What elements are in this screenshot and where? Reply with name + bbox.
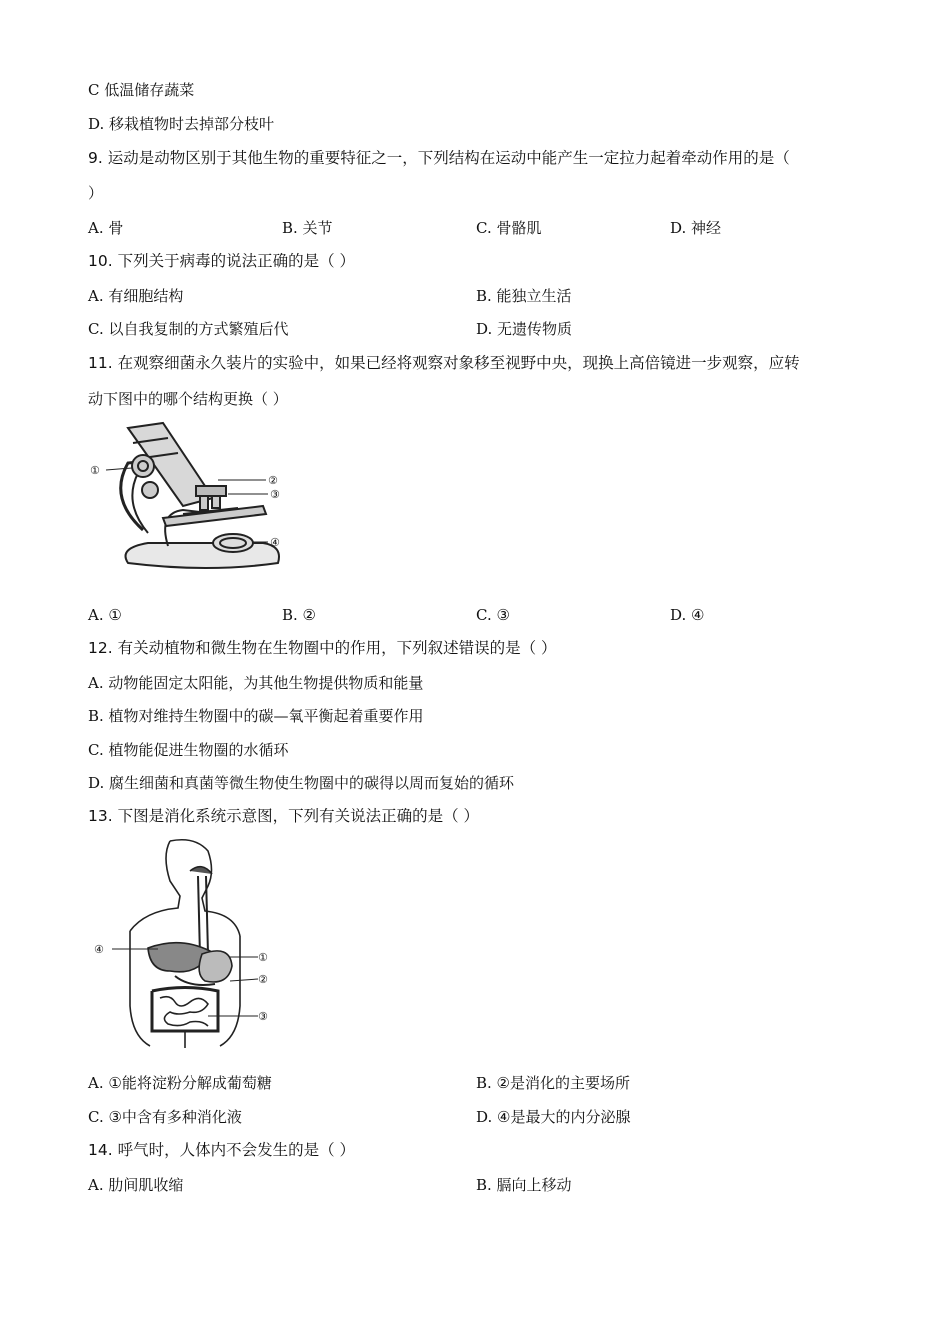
q10-option-b: B. 能独立生活	[476, 287, 572, 305]
q14-option-a: A. 肋间肌收缩	[88, 1176, 184, 1194]
q12-stem: 12. 有关动植物和微生物在生物圈中的作用，下列叙述错误的是（ ）	[88, 639, 557, 657]
q10-stem: 10. 下列关于病毒的说法正确的是（ ）	[88, 252, 356, 270]
q9-stem: 9. 运动是动物区别于其他生物的重要特征之一，下列结构在运动中能产生一定拉力起着牵动作用的是（	[88, 149, 790, 167]
q8-option-d: D. 移栽植物时去掉部分枝叶	[88, 115, 275, 133]
digestive-label-2: ②	[258, 973, 268, 986]
microscope-label-1: ①	[90, 464, 100, 477]
q11-option-b: B. ②	[282, 606, 317, 624]
q11-option-d: D. ④	[670, 606, 705, 624]
q13-option-a: A. ①能将淀粉分解成葡萄糖	[88, 1074, 272, 1092]
microscope-label-4: ④	[270, 536, 280, 549]
digestive-label-3: ③	[258, 1010, 268, 1023]
q12-option-c: C. 植物能促进生物圈的水循环	[88, 741, 289, 759]
digestive-label-1: ①	[258, 951, 268, 964]
q12-option-d: D. 腐生细菌和真菌等微生物使生物圈中的碳得以周而复始的循环	[88, 774, 515, 792]
q13-option-b: B. ②是消化的主要场所	[476, 1074, 631, 1092]
q9-option-d: D. 神经	[670, 219, 722, 237]
q9-option-a: A. 骨	[88, 219, 124, 237]
microscope-figure	[88, 418, 298, 583]
q13-option-c: C. ③中含有多种消化液	[88, 1108, 242, 1126]
digestive-system-figure	[90, 836, 280, 1051]
microscope-label-2: ②	[268, 474, 278, 487]
q13-stem: 13. 下图是消化系统示意图，下列有关说法正确的是（ ）	[88, 807, 480, 825]
q9-option-b: B. 关节	[282, 219, 333, 237]
q10-option-d: D. 无遗传物质	[476, 320, 573, 338]
q11-stem-cont: 动下图中的哪个结构更换（ ）	[88, 390, 288, 408]
q12-option-a: A. 动物能固定太阳能，为其他生物提供物质和能量	[88, 674, 424, 692]
q11-option-c: C. ③	[476, 606, 510, 624]
q11-stem: 11. 在观察细菌永久装片的实验中，如果已经将观察对象移至视野中央，现换上高倍镜进一步观察，应转	[88, 354, 800, 372]
q13-option-d: D. ④是最大的内分泌腺	[476, 1108, 631, 1126]
q14-stem: 14. 呼气时，人体内不会发生的是（ ）	[88, 1141, 356, 1159]
q11-option-a: A. ①	[88, 606, 122, 624]
microscope-label-3: ③	[270, 488, 280, 501]
q9-option-c: C. 骨骼肌	[476, 219, 542, 237]
q10-option-a: A. 有细胞结构	[88, 287, 184, 305]
q12-option-b: B. 植物对维持生物圈中的碳—氧平衡起着重要作用	[88, 707, 424, 725]
q10-option-c: C. 以自我复制的方式繁殖后代	[88, 320, 289, 338]
digestive-label-4: ④	[94, 943, 104, 956]
q14-option-b: B. 膈向上移动	[476, 1176, 572, 1194]
q8-option-c: C 低温储存蔬菜	[88, 81, 195, 99]
q9-stem-cont: ）	[88, 184, 104, 202]
